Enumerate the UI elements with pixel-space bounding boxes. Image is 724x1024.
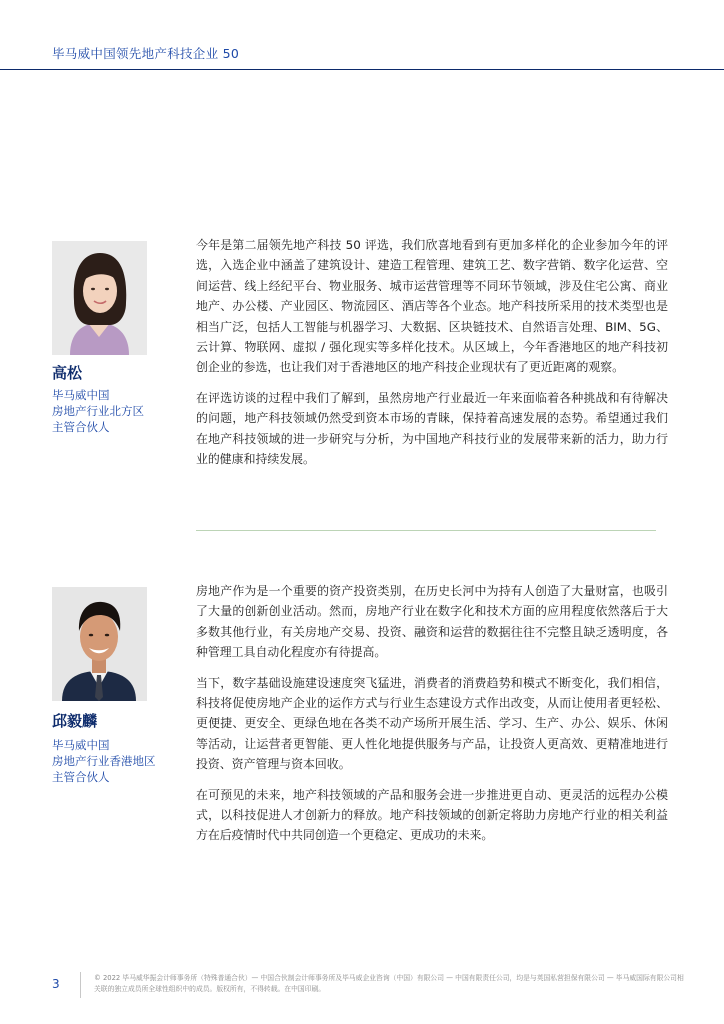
statement-gao-song bbox=[196, 235, 668, 479]
header-title: 毕马威中国领先地产科技企业 50 bbox=[52, 46, 240, 61]
role-line: 主管合伙人 bbox=[52, 770, 110, 784]
page-number: 3 bbox=[52, 977, 60, 991]
role-line: 毕马威中国 bbox=[52, 388, 110, 402]
role-line: 毕马威中国 bbox=[52, 738, 110, 752]
person-role-qiu-yi-lin bbox=[52, 737, 192, 785]
paragraph: 房地产作为是一个重要的资产投资类别，在历史长河中为持有人创造了大量财富，也吸引了大量的创新创业活动。然而，房地产行业在数字化和技术方面的应用程度依然落后于大多数其他行业，有关房地产交易、投资、融资和运营的数据往往不完整且缺乏透明度，各种管理工具自动化程度亦有待提高。 bbox=[196, 584, 668, 660]
section-divider bbox=[196, 530, 656, 531]
portrait-photo-female bbox=[52, 241, 147, 355]
paragraph: 当下，数字基础设施建设速度突飞猛进，消费者的消费趋势和模式不断变化，我们相信，科技将促使房地产企业的运作方式与行业生态建设方式作出改变，从而让使用者更轻松、更便捷、更安全、更绿色地在各类不动产场所开展生活、学习、生产、办公、娱乐、休闲等活动，让运营者更智能、更人性化地提供服务与产品，让投资人更高效、更精准地进行投资、资产管理与资本回收。 bbox=[196, 675, 668, 772]
role-line: 主管合伙人 bbox=[52, 420, 110, 434]
portrait-photo-male bbox=[52, 587, 147, 701]
paragraph: 在可预见的未来，地产科技领域的产品和服务会进一步推进更自动、更灵活的远程办公模式，以科技促进人才创新力的释放。地产科技领域的创新定将助力房地产行业的相关利益方在后疫情时代中共同创造一个更稳定、更成功的未来。 bbox=[196, 787, 668, 843]
person-name-qiu-yi-lin: 邱毅麟 bbox=[52, 712, 98, 730]
role-line: 房地产行业香港地区 bbox=[52, 754, 156, 768]
footer-legal-notice: © 2022 毕马威华振会计师事务所（特殊普通合伙）— 中国合伙制会计师事务所及毕马威企业咨询（中国）有限公司 — 中国有限责任公司，均是与英国私营担保有限公司 — 毕马威国际有限公司相关联的独立成员所全球性组织中的成员。版权所有，不得转载。在中国印刷。 bbox=[94, 974, 684, 993]
paragraph: 在评选访谈的过程中我们了解到，虽然房地产行业最近一年来面临着各种挑战和有待解决的问题，地产科技领域仍然受到资本市场的青睐，保持着高速发展的态势。希望通过我们在地产科技领域的进一步研究与分析，为中国地产科技行业的发展带来新的活力，助力行业的健康和持续发展。 bbox=[196, 390, 668, 467]
role-line: 房地产行业北方区 bbox=[52, 404, 144, 418]
paragraph: 今年是第二届领先地产科技 50 评选，我们欣喜地看到有更加多样化的企业参加今年的评选，入选企业中涵盖了建筑设计、建造工程管理、建筑工艺、数字营销、数字化运营、空间运营、线上经纪平台、物业服务、城市运营管理等不同环节领域，涉及住宅公寓、商业地产、办公楼、产业园区、物流园区、酒店等各个业态。地产科技所采用的技术类型也是相当广泛，包括人工智能与机器学习、大数据、区块链技术、自然语言处理、BIM、5G、云计算、物联网、虚拟 / 强化现实等多样化技术。从区域上，今年香港地区的地产科技初创企业的参选，也让我们对于香港地区的地产科技企业现状有了更近距离的观察。 bbox=[196, 238, 668, 375]
person-role-gao-song bbox=[52, 387, 192, 435]
person-name-gao-song: 高松 bbox=[52, 364, 83, 382]
header-divider bbox=[0, 69, 724, 70]
statement-qiu-yi-lin bbox=[196, 581, 668, 856]
footer-separator bbox=[80, 972, 81, 998]
